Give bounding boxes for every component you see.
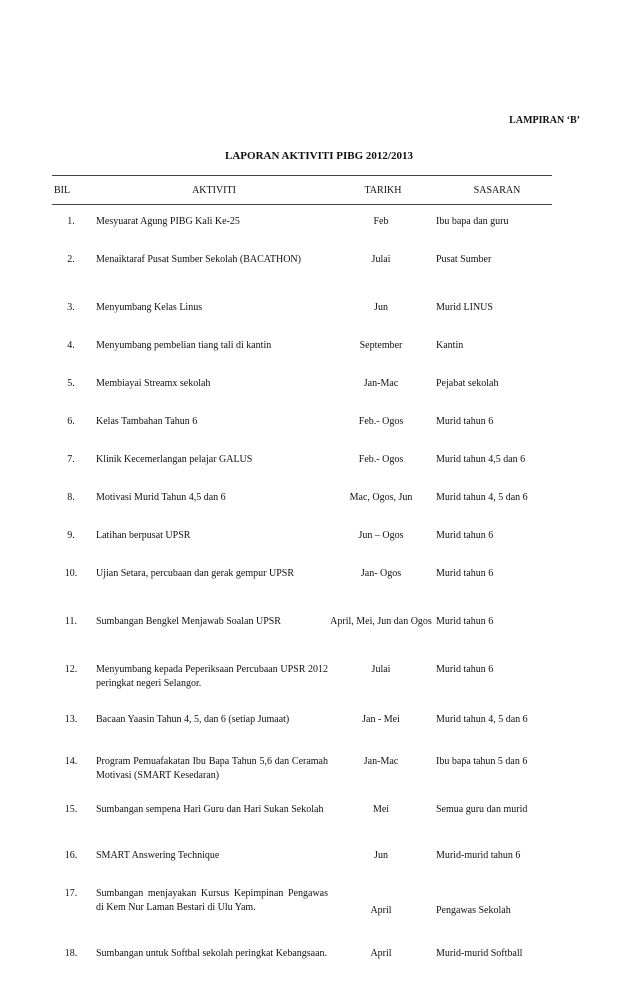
table-body	[52, 205, 552, 983]
cell-tarikh: April	[370, 948, 392, 959]
cell-sasaran: Murid tahun 4, 5 dan 6	[436, 492, 528, 503]
table-row	[52, 651, 552, 701]
cell-aktiviti: Sumbangan sempena Hari Guru dan Hari Sukan Sekolah	[96, 804, 324, 815]
table-row	[52, 935, 552, 983]
cell-bil: 17.	[64, 888, 78, 899]
cell-bil: 2.	[67, 254, 75, 265]
table-row	[52, 875, 552, 935]
cell-tarikh: April	[370, 905, 392, 916]
cell-bil: 4.	[67, 340, 75, 351]
cell-tarikh: Feb.- Ogos	[358, 454, 404, 465]
cell-sasaran: Murid-murid Softball	[436, 948, 523, 959]
cell-tarikh: Jan-Mac	[363, 756, 399, 767]
table-row	[52, 701, 552, 743]
cell-aktiviti: Motivasi Murid Tahun 4,5 dan 6	[96, 492, 226, 503]
cell-sasaran: Murid tahun 4,5 dan 6	[436, 454, 526, 465]
cell-aktiviti: Membiayai Streamx sekolah	[96, 378, 211, 389]
cell-aktiviti: Latihan berpusat UPSR	[96, 530, 191, 541]
cell-tarikh: Jun	[374, 850, 388, 861]
cell-sasaran: Ibu bapa tahun 5 dan 6	[436, 756, 528, 767]
cell-tarikh: Feb	[373, 216, 389, 227]
table-row	[52, 327, 552, 365]
cell-bil: 5.	[67, 378, 75, 389]
cell-bil: 8.	[67, 492, 75, 503]
cell-tarikh: Mac, Ogos, Jun	[349, 492, 413, 503]
cell-tarikh: Julai	[371, 254, 391, 265]
cell-bil: 11.	[64, 616, 78, 627]
cell-sasaran: Murid tahun 6	[436, 416, 494, 427]
cell-aktiviti: Bacaan Yaasin Tahun 4, 5, dan 6 (setiap Jumaat)	[96, 714, 290, 725]
table-row	[52, 603, 552, 651]
cell-sasaran: Murid tahun 4, 5 dan 6	[436, 714, 528, 725]
header-tarikh: TARIKH	[364, 184, 402, 196]
cell-aktiviti: Sumbangan Bengkel Menjawab Soalan UPSR	[96, 616, 281, 627]
cell-aktiviti: Mesyuarat Agung PIBG Kali Ke-25	[96, 216, 240, 227]
header-sasaran: SASARAN	[473, 184, 521, 196]
cell-bil: 1.	[67, 216, 75, 227]
cell-bil: 10.	[64, 568, 78, 579]
cell-sasaran: Murid tahun 6	[436, 664, 494, 675]
cell-tarikh: Mei	[372, 804, 390, 815]
table-row	[52, 743, 552, 791]
cell-tarikh: Jan- Ogos	[360, 568, 402, 579]
cell-bil: 18.	[64, 948, 78, 959]
cell-bil: 9.	[67, 530, 75, 541]
cell-aktiviti: Sumbangan menjayakan Kursus Kepimpinan Pengawas di Kem Nur Laman Bestari di Ulu Yam.	[96, 888, 328, 913]
table-header	[52, 175, 552, 205]
cell-bil: 15.	[64, 804, 78, 815]
cell-tarikh: Julai	[371, 664, 391, 675]
cell-tarikh: Jun – Ogos	[358, 530, 404, 541]
cell-sasaran: Murid-murid tahun 6	[436, 850, 521, 861]
cell-aktiviti: Klinik Kecemerlangan pelajar GALUS	[96, 454, 253, 465]
cell-bil: 6.	[67, 416, 75, 427]
cell-bil: 7.	[67, 454, 75, 465]
table-row	[52, 241, 552, 289]
cell-tarikh: Feb.- Ogos	[358, 416, 404, 427]
cell-sasaran: Murid tahun 6	[436, 530, 494, 541]
table-row	[52, 517, 552, 555]
table-row	[52, 205, 552, 241]
cell-aktiviti: Menyumbang Kelas Linus	[96, 302, 203, 313]
table-row	[52, 403, 552, 441]
cell-aktiviti: Menaiktaraf Pusat Sumber Sekolah (BACATHON)	[96, 254, 301, 265]
cell-bil: 16.	[64, 850, 78, 861]
cell-tarikh: Jun	[374, 302, 388, 313]
cell-bil: 14.	[64, 756, 78, 767]
cell-aktiviti: Kelas Tambahan Tahun 6	[96, 416, 198, 427]
cell-bil: 12.	[64, 664, 78, 675]
table-row	[52, 791, 552, 837]
cell-aktiviti: Program Pemuafakatan Ibu Bapa Tahun 5,6 dan Ceramah Motivasi (SMART Kesedaran)	[96, 756, 328, 781]
cell-sasaran: Pengawas Sekolah	[436, 905, 511, 916]
activity-table	[52, 175, 552, 983]
cell-tarikh: April, Mei, Jun dan Ogos	[330, 616, 432, 627]
table-row	[52, 479, 552, 517]
cell-aktiviti: Menyumbang kepada Peperiksaan Percubaan UPSR 2012 peringkat negeri Selangor.	[96, 664, 328, 689]
cell-aktiviti: Ujian Setara, percubaan dan gerak gempur UPSR	[96, 568, 294, 579]
header-bil: BIL	[54, 184, 71, 196]
table-row	[52, 365, 552, 403]
cell-tarikh: Jan-Mac	[363, 378, 399, 389]
table-row	[52, 555, 552, 603]
cell-sasaran: Murid tahun 6	[436, 616, 494, 627]
cell-tarikh: September	[359, 340, 403, 351]
cell-tarikh: Jan - Mei	[362, 714, 400, 725]
report-title: LAPORAN AKTIVITI PIBG 2012/2013	[225, 150, 413, 162]
cell-bil: 3.	[67, 302, 75, 313]
cell-sasaran: Semua guru dan murid	[436, 804, 528, 815]
table-row	[52, 289, 552, 327]
cell-sasaran: Ibu bapa dan guru	[436, 216, 509, 227]
header-aktiviti: AKTIVITI	[192, 184, 236, 196]
cell-sasaran: Murid tahun 6	[436, 568, 494, 579]
table-row	[52, 837, 552, 875]
cell-aktiviti: Menyumbang pembelian tiang tali di kantin	[96, 340, 272, 351]
cell-sasaran: Pejabat sekolah	[436, 378, 499, 389]
cell-bil: 13.	[64, 714, 78, 725]
table-row	[52, 441, 552, 479]
cell-sasaran: Pusat Sumber	[436, 254, 492, 265]
cell-aktiviti: Sumbangan untuk Softbal sekolah peringkat Kebangsaan.	[96, 948, 328, 959]
cell-aktiviti: SMART Answering Technique	[96, 850, 220, 861]
cell-sasaran: Kantin	[436, 340, 464, 351]
lampiran-label: LAMPIRAN ‘B’	[509, 115, 580, 126]
cell-sasaran: Murid LINUS	[436, 302, 493, 313]
